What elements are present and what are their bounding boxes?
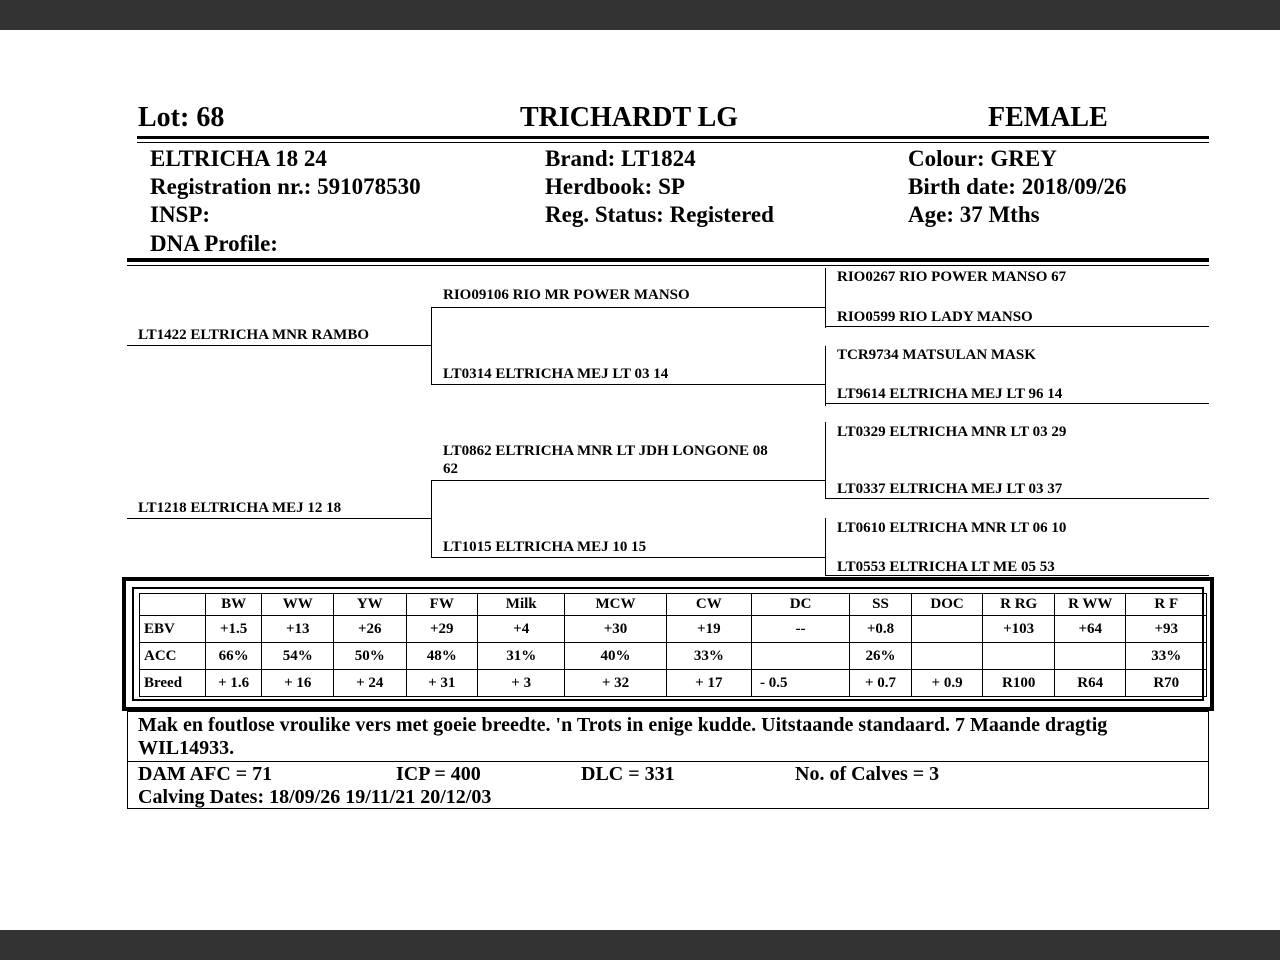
sire-bracket (431, 307, 432, 384)
colour: Colour: GREY (908, 146, 1057, 171)
ebv-cell: +13 (262, 616, 334, 643)
dam-sire-name-cont: 62 (443, 461, 458, 477)
breed-row (140, 670, 1207, 697)
ggp-1: RIO0267 RIO POWER MANSO 67 (837, 269, 1067, 285)
acc-cell: 26% (850, 643, 912, 670)
ebv-cell: -- (752, 616, 850, 643)
ggp-4: LT9614 ELTRICHA MEJ LT 96 14 (837, 386, 1063, 402)
ebv-col-header: DOC (911, 594, 983, 616)
dam-name: LT1218 ELTRICHA MEJ 12 18 (138, 500, 342, 516)
number-of-calves: No. of Calves = 3 (795, 763, 940, 785)
ggp-bracket-2 (825, 346, 826, 406)
sire-sire-line (431, 307, 826, 308)
ebv-col-header: R F (1126, 594, 1207, 616)
ebv-col-header: Milk (478, 594, 565, 616)
ggp-line-4 (825, 403, 1209, 404)
sire-sire-name: RIO09106 RIO MR POWER MANSO (443, 287, 690, 303)
acc-cell (752, 643, 850, 670)
comment-line-2: WIL14933. (138, 737, 235, 759)
dna-profile-label: DNA Profile: (150, 231, 278, 256)
dam-dam-line (431, 557, 826, 558)
dam-bracket (431, 480, 432, 557)
dam-dam-name: LT1015 ELTRICHA MEJ 10 15 (443, 539, 647, 555)
acc-cell (911, 643, 983, 670)
breed-row-label: Breed (140, 670, 206, 697)
registration-status: Reg. Status: Registered (545, 202, 774, 227)
ebv-table (139, 593, 1207, 697)
acc-row-label: ACC (140, 643, 206, 670)
acc-cell: 54% (262, 643, 334, 670)
ebv-col-header (140, 594, 206, 616)
header-rule-thin (137, 142, 1209, 143)
ebv-row (140, 616, 1207, 643)
ggp-8: LT0553 ELTRICHA LT ME 05 53 (837, 559, 1055, 575)
comment-separator (128, 761, 1208, 762)
animal-name: ELTRICHA 18 24 (150, 146, 327, 171)
ebv-cell: +0.8 (850, 616, 912, 643)
comment-box (127, 711, 1209, 809)
breed-cell: - 0.5 (752, 670, 850, 697)
breed-cell: R100 (983, 670, 1055, 697)
breed-cell: R70 (1126, 670, 1207, 697)
acc-row (140, 643, 1207, 670)
breed-cell: + 1.6 (205, 670, 262, 697)
calving-dates: Calving Dates: 18/09/26 19/11/21 20/12/03 (138, 786, 492, 808)
acc-cell: 31% (478, 643, 565, 670)
ebv-col-header: WW (262, 594, 334, 616)
breed-cell: + 0.7 (850, 670, 912, 697)
ebv-inner-frame (132, 587, 1204, 701)
acc-cell: 48% (406, 643, 478, 670)
ebv-box (122, 577, 1214, 711)
sire-dam-line (431, 384, 826, 385)
acc-cell: 50% (333, 643, 406, 670)
ebv-cell (911, 616, 983, 643)
sire-name: LT1422 ELTRICHA MNR RAMBO (138, 327, 370, 343)
breed-cell: + 3 (478, 670, 565, 697)
breed-cell: + 17 (666, 670, 751, 697)
ebv-header-row (140, 594, 1207, 616)
info-rule-thick (127, 258, 1209, 262)
ggp-line-6 (825, 498, 1209, 499)
ebv-col-header: FW (406, 594, 478, 616)
acc-cell (1054, 643, 1126, 670)
breed-cell: + 24 (333, 670, 406, 697)
sire-dam-name: LT0314 ELTRICHA MEJ LT 03 14 (443, 366, 669, 382)
dam-sire-name: LT0862 ELTRICHA MNR LT JDH LONGONE 08 (443, 443, 768, 459)
info-rule-thin (127, 265, 1209, 266)
icp: ICP = 400 (396, 763, 481, 785)
lot-number: Lot: 68 (138, 102, 225, 133)
acc-cell: 33% (666, 643, 751, 670)
ebv-cell: +29 (406, 616, 478, 643)
ebv-col-header: YW (333, 594, 406, 616)
breed-cell: R64 (1054, 670, 1126, 697)
acc-cell: 66% (205, 643, 262, 670)
dlc: DLC = 331 (581, 763, 675, 785)
sex-label: FEMALE (988, 102, 1108, 133)
top-bar (0, 0, 1280, 30)
insp-label: INSP: (150, 202, 211, 227)
ebv-cell: +64 (1054, 616, 1126, 643)
ggp-7: LT0610 ELTRICHA MNR LT 06 10 (837, 520, 1067, 536)
ebv-col-header: MCW (565, 594, 666, 616)
ebv-cell: +30 (565, 616, 666, 643)
herdbook: Herdbook: SP (545, 174, 685, 199)
ggp-2: RIO0599 RIO LADY MANSO (837, 309, 1033, 325)
breed-cell: + 0.9 (911, 670, 983, 697)
acc-cell (983, 643, 1055, 670)
acc-cell: 33% (1126, 643, 1207, 670)
ebv-cell: +1.5 (205, 616, 262, 643)
ebv-cell: +4 (478, 616, 565, 643)
ggp-5: LT0329 ELTRICHA MNR LT 03 29 (837, 424, 1067, 440)
comment-line-1: Mak en foutlose vroulike vers met goeie breedte. 'n Trots in enige kudde. Uitstaande standaard. 7 Maande dragtig (138, 714, 1108, 736)
dam-line (127, 518, 432, 519)
registration-number: Registration nr.: 591078530 (150, 174, 421, 199)
ebv-cell: +19 (666, 616, 751, 643)
seller-name: TRICHARDT LG (520, 102, 739, 133)
acc-cell: 40% (565, 643, 666, 670)
bottom-bar (0, 930, 1280, 960)
ggp-bracket-3 (825, 422, 826, 498)
breed-cell: + 32 (565, 670, 666, 697)
dam-sire-line (431, 480, 826, 481)
ebv-col-header: DC (752, 594, 850, 616)
ebv-col-header: R RG (983, 594, 1055, 616)
breed-cell: + 31 (406, 670, 478, 697)
ggp-3: TCR9734 MATSULAN MASK (837, 347, 1036, 363)
breed-cell: + 16 (262, 670, 334, 697)
sire-line (127, 345, 432, 346)
ebv-col-header: SS (850, 594, 912, 616)
ebv-row-label: EBV (140, 616, 206, 643)
ebv-cell: +103 (983, 616, 1055, 643)
ebv-col-header: CW (666, 594, 751, 616)
ebv-col-header: BW (205, 594, 262, 616)
birth-date: Birth date: 2018/09/26 (908, 174, 1127, 199)
header-rule-thick (137, 136, 1209, 139)
brand: Brand: LT1824 (545, 146, 696, 171)
ggp-bracket-1 (825, 268, 826, 328)
ggp-line-2 (825, 326, 1209, 327)
age: Age: 37 Mths (908, 202, 1040, 227)
ggp-6: LT0337 ELTRICHA MEJ LT 03 37 (837, 481, 1063, 497)
ggp-bracket-4 (825, 518, 826, 576)
ebv-cell: +26 (333, 616, 406, 643)
ebv-cell: +93 (1126, 616, 1207, 643)
dam-afc: DAM AFC = 71 (138, 763, 273, 785)
ebv-col-header: R WW (1054, 594, 1126, 616)
